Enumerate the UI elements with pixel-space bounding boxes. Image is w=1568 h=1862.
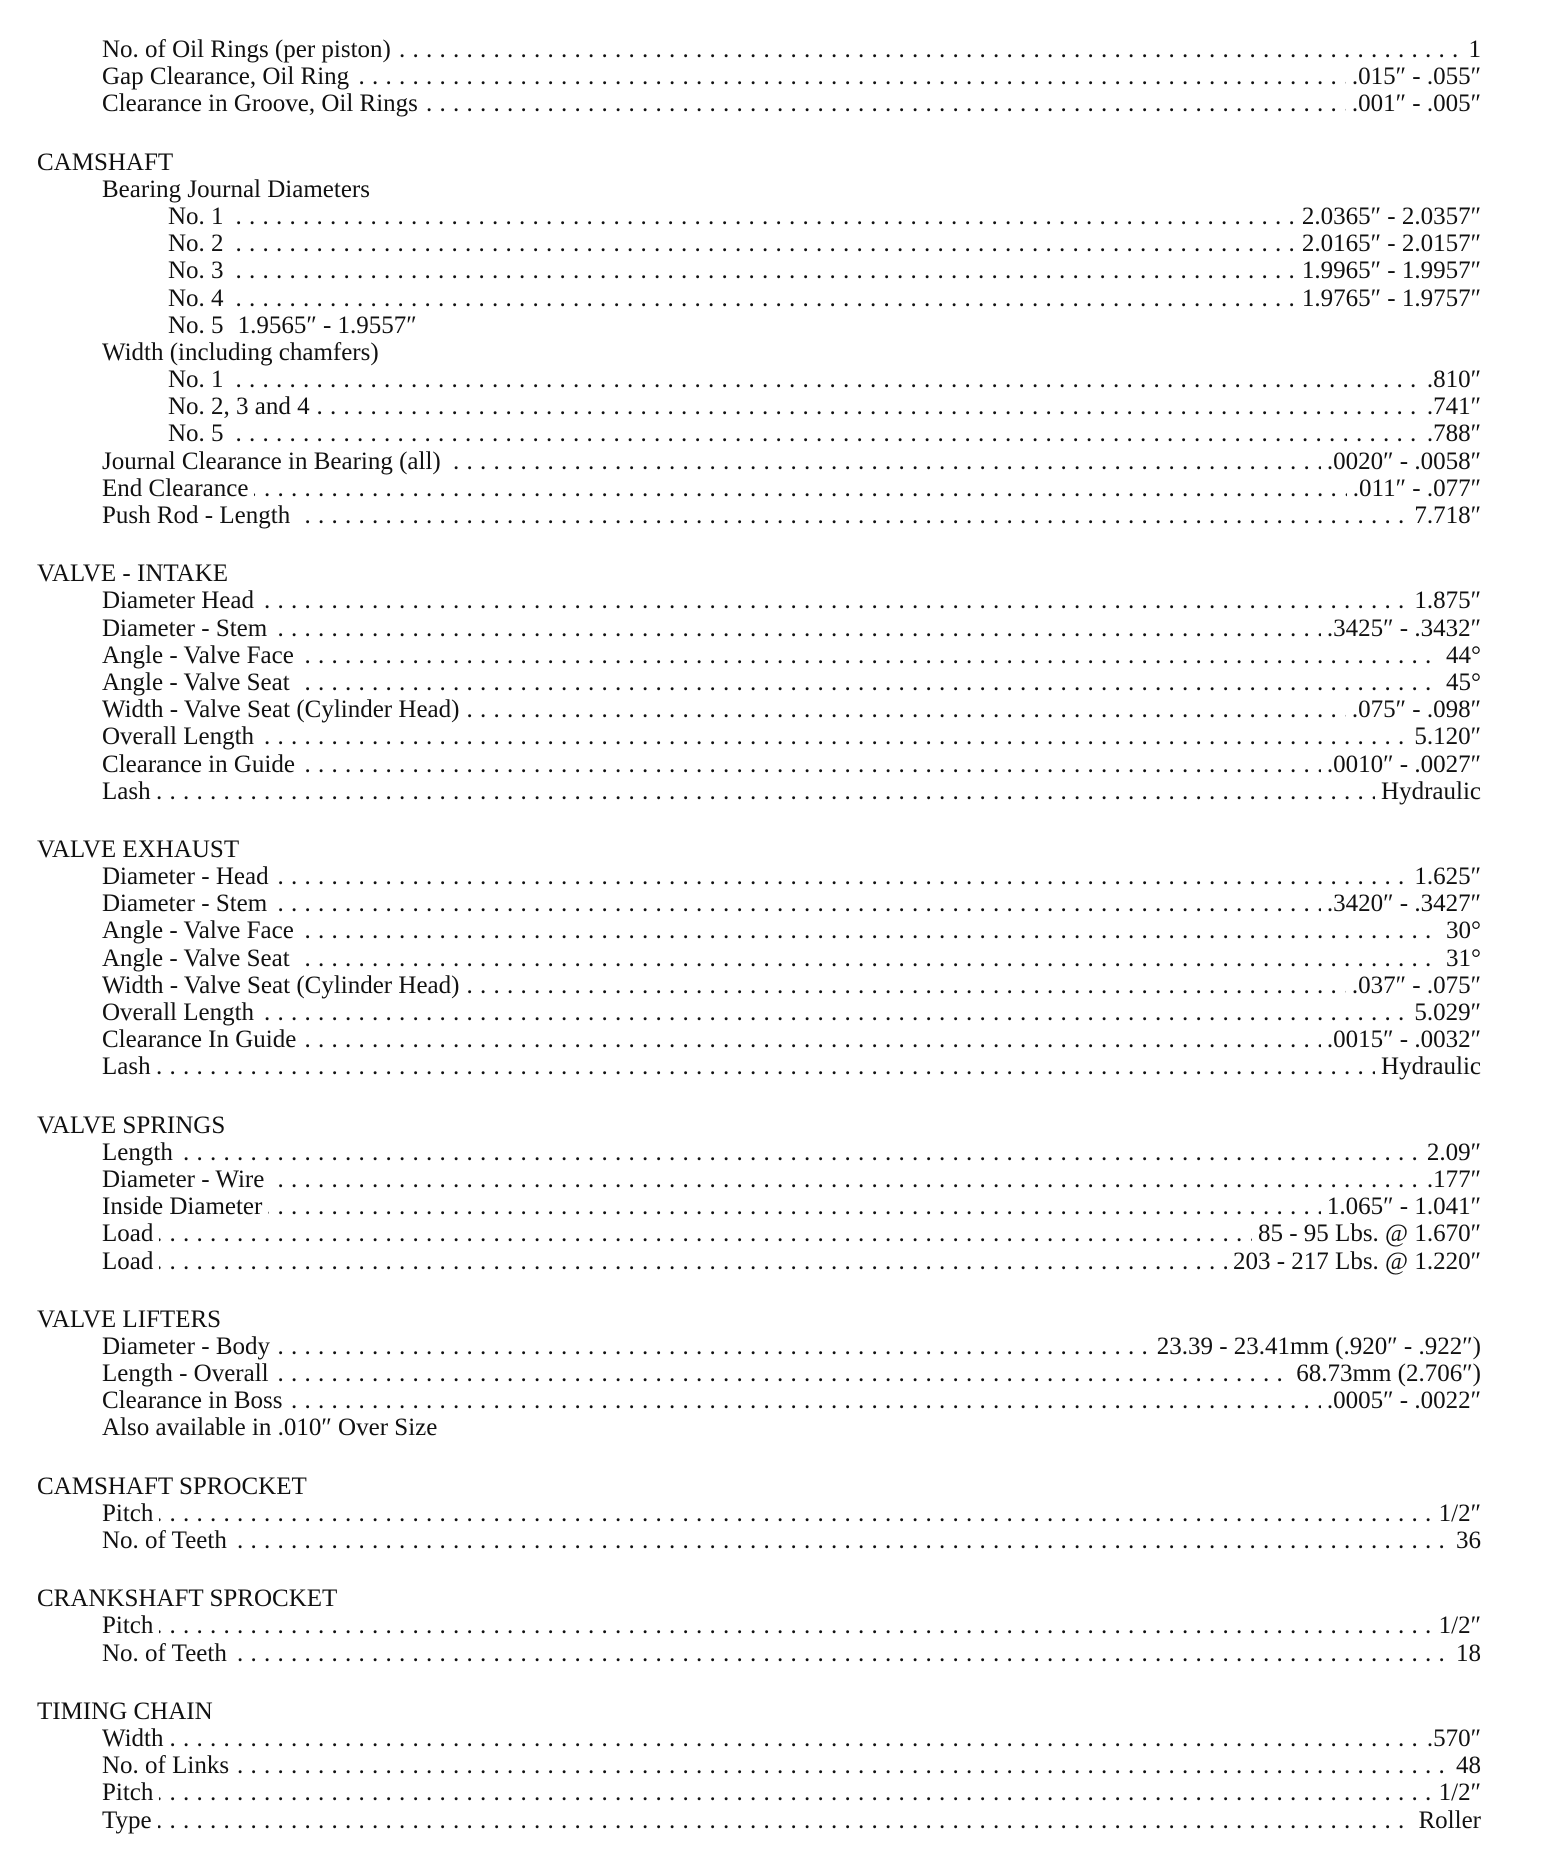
spec-value: .015″ - .055″ — [1346, 63, 1481, 90]
spec-value: 1.9565″ - 1.9557″ — [237, 311, 417, 339]
spec-label: . . . Angle - Valve Face — [102, 642, 300, 669]
spec-value: 68.73mm (2.706″) — [1290, 1360, 1481, 1387]
spec-row — [102, 1752, 1481, 1779]
spec-value: 48 — [1450, 1752, 1481, 1779]
spec-row — [102, 1220, 1481, 1247]
spec-label: . . . Lash — [102, 1053, 157, 1080]
spec-row — [102, 972, 1481, 999]
spec-value: .810″ — [1421, 366, 1481, 393]
spec-value: .3420″ - .3427″ — [1321, 890, 1481, 917]
spec-value: 1.625″ — [1408, 863, 1481, 890]
spec-row — [102, 890, 1481, 917]
spec-row — [102, 723, 1481, 750]
spec-value: 44° — [1440, 642, 1481, 669]
spec-row — [102, 1527, 1481, 1554]
spec-value: 1 — [1463, 36, 1482, 63]
spec-value: 2.0165″ - 2.0157″ — [1296, 230, 1481, 257]
spec-label: . . . Clearance in Groove, Oil Rings — [102, 90, 424, 117]
spec-value: .037″ - .075″ — [1346, 972, 1481, 999]
spec-label: . . . Overall Length — [102, 723, 260, 750]
section-valve-intake — [0, 560, 1568, 805]
spec-label: . . . Length - Overall — [102, 1360, 275, 1387]
spec-value: 2.09″ — [1421, 1139, 1481, 1166]
spec-row — [168, 366, 1481, 393]
spec-label: . . . Gap Clearance, Oil Ring — [102, 63, 355, 90]
spec-row — [168, 312, 1481, 339]
spec-sheet — [0, 36, 1568, 1834]
section-heading: VALVE SPRINGS — [37, 1111, 226, 1139]
section-oil-rings — [0, 36, 1568, 118]
spec-subheading — [102, 339, 1481, 366]
spec-label: Bearing Journal Diameters — [102, 175, 370, 203]
spec-row — [102, 1779, 1481, 1806]
spec-value: 5.029″ — [1408, 999, 1481, 1026]
spec-label: . . . Diameter Head — [102, 587, 260, 614]
spec-value: 31° — [1440, 945, 1481, 972]
spec-label: . . . No. 1 — [168, 366, 230, 393]
spec-row — [102, 945, 1481, 972]
spec-row — [102, 1725, 1481, 1752]
section-timing-chain — [0, 1698, 1568, 1834]
spec-row — [102, 615, 1481, 642]
spec-row — [102, 863, 1481, 890]
spec-subheading — [102, 176, 1481, 203]
spec-label: . . . No. 4 — [168, 285, 230, 312]
spec-label: . . . Length — [102, 1139, 179, 1166]
section-heading: VALVE LIFTERS — [37, 1305, 222, 1333]
section-heading: VALVE - INTAKE — [37, 560, 229, 588]
spec-row — [102, 90, 1481, 117]
section-camshaft-sprocket — [0, 1473, 1568, 1555]
spec-label: . . . No. 3 — [168, 257, 230, 284]
spec-value: .0015″ - .0032″ — [1321, 1026, 1481, 1053]
spec-label: . . . No. of Teeth — [102, 1527, 233, 1554]
spec-label: . . . Overall Length — [102, 999, 260, 1026]
spec-label: . . . Lash — [102, 778, 157, 805]
spec-label: Width (including chamfers) — [102, 338, 379, 366]
spec-row — [102, 751, 1481, 778]
section-valve-lifters — [0, 1306, 1568, 1442]
spec-row — [168, 285, 1481, 312]
spec-row — [102, 1360, 1481, 1387]
spec-row — [102, 1139, 1481, 1166]
spec-row — [102, 1053, 1481, 1080]
spec-label: . . . Width - Valve Seat (Cylinder Head) — [102, 972, 465, 999]
spec-value: .001″ - .005″ — [1346, 90, 1481, 117]
spec-label: . . . No. 2 — [168, 230, 230, 257]
spec-row — [102, 1387, 1481, 1414]
spec-label: . . . End Clearance — [102, 475, 254, 502]
spec-value: 1.9765″ - 1.9757″ — [1296, 285, 1481, 312]
spec-value: 1/2″ — [1433, 1612, 1481, 1639]
spec-label: . . . Pitch — [102, 1612, 159, 1639]
spec-label: . . . No. of Teeth — [102, 1640, 233, 1667]
spec-value: 1/2″ — [1433, 1779, 1481, 1806]
spec-row — [102, 1807, 1481, 1834]
spec-row — [168, 230, 1481, 257]
spec-value: 36 — [1450, 1527, 1481, 1554]
section-heading: CAMSHAFT — [37, 148, 174, 176]
spec-row — [102, 1026, 1481, 1053]
spec-label: . . . Inside Diameter — [102, 1193, 268, 1220]
spec-value: .075″ - .098″ — [1346, 696, 1481, 723]
section-valve-exhaust — [0, 836, 1568, 1081]
spec-label: . . . Load — [102, 1220, 159, 1247]
spec-label: . . . Clearance in Boss — [102, 1387, 289, 1414]
section-valve-springs — [0, 1112, 1568, 1275]
spec-row — [102, 587, 1481, 614]
spec-label: . . . No. 1 — [168, 203, 230, 230]
spec-value: 5.120″ — [1408, 723, 1481, 750]
spec-row — [102, 448, 1481, 475]
spec-value: 18 — [1450, 1640, 1481, 1667]
spec-row — [168, 203, 1481, 230]
spec-value: 2.0365″ - 2.0357″ — [1296, 203, 1481, 230]
spec-label: . . . Diameter - Stem — [102, 615, 273, 642]
spec-value: .788″ — [1421, 420, 1481, 447]
spec-value: .741″ — [1421, 393, 1481, 420]
spec-value: 1.9965″ - 1.9957″ — [1296, 257, 1481, 284]
spec-value: .0020″ - .0058″ — [1321, 448, 1481, 475]
spec-value: 85 - 95 Lbs. @ 1.670″ — [1252, 1220, 1481, 1247]
spec-label: . . . Width — [102, 1725, 170, 1752]
section-crankshaft-sprocket — [0, 1585, 1568, 1667]
spec-row — [168, 420, 1481, 447]
spec-note — [102, 1414, 1481, 1441]
spec-label: . . . Angle - Valve Face — [102, 917, 300, 944]
section-heading: VALVE EXHAUST — [37, 835, 240, 863]
spec-value: 1.875″ — [1408, 587, 1481, 614]
spec-label: . . . Load — [102, 1248, 159, 1275]
spec-label: . . . Angle - Valve Seat — [102, 669, 296, 696]
spec-label: No. 5 — [168, 311, 224, 339]
spec-row — [102, 642, 1481, 669]
section-heading: CRANKSHAFT SPROCKET — [37, 1585, 338, 1613]
spec-row — [102, 1640, 1481, 1667]
spec-row — [102, 1248, 1481, 1275]
spec-label: Also available in .010″ Over Size — [102, 1414, 438, 1442]
spec-label: . . . Width - Valve Seat (Cylinder Head) — [102, 696, 465, 723]
spec-value: .0010″ - .0027″ — [1321, 751, 1481, 778]
spec-label: . . . No. 2, 3 and 4 — [168, 393, 316, 420]
spec-label: . . . No. 5 — [168, 420, 230, 447]
section-camshaft — [0, 149, 1568, 530]
spec-value: Hydraulic — [1375, 1053, 1481, 1080]
spec-value: Hydraulic — [1375, 778, 1481, 805]
spec-label: . . . Diameter - Head — [102, 863, 275, 890]
spec-value: 45° — [1440, 669, 1481, 696]
spec-label: . . . Journal Clearance in Bearing (all) — [102, 448, 447, 475]
spec-row — [102, 502, 1481, 529]
spec-value: 30° — [1440, 917, 1481, 944]
spec-row — [102, 669, 1481, 696]
spec-row — [102, 63, 1481, 90]
spec-label: . . . No. of Oil Rings (per piston) — [102, 36, 397, 63]
spec-value: Roller — [1413, 1807, 1482, 1834]
section-heading: CAMSHAFT SPROCKET — [37, 1472, 307, 1500]
spec-label: . . . Push Rod - Length — [102, 502, 296, 529]
spec-label: . . . Pitch — [102, 1779, 159, 1806]
spec-label: . . . Angle - Valve Seat — [102, 945, 296, 972]
spec-row — [102, 696, 1481, 723]
spec-row — [102, 1193, 1481, 1220]
spec-value: 1.065″ - 1.041″ — [1321, 1193, 1481, 1220]
spec-value: .177″ — [1421, 1166, 1481, 1193]
spec-value: 7.718″ — [1408, 502, 1481, 529]
spec-value: .011″ - .077″ — [1347, 475, 1481, 502]
spec-row — [168, 393, 1481, 420]
spec-label: . . . Pitch — [102, 1500, 159, 1527]
spec-row — [102, 999, 1481, 1026]
spec-label: . . . Clearance in Guide — [102, 751, 301, 778]
spec-row — [102, 778, 1481, 805]
spec-row — [102, 1500, 1481, 1527]
spec-label: . . . No. of Links — [102, 1752, 235, 1779]
spec-row — [102, 1166, 1481, 1193]
spec-row — [102, 917, 1481, 944]
spec-value: 23.39 - 23.41mm (.920″ - .922″) — [1151, 1333, 1481, 1360]
spec-value: .3425″ - .3432″ — [1321, 615, 1481, 642]
spec-label: . . . Diameter - Wire — [102, 1166, 270, 1193]
spec-value: 203 - 217 Lbs. @ 1.220″ — [1227, 1248, 1481, 1275]
spec-label: . . . Clearance In Guide — [102, 1026, 302, 1053]
spec-row — [102, 475, 1481, 502]
spec-row — [102, 36, 1481, 63]
spec-label: . . . Type — [102, 1807, 158, 1834]
spec-row — [168, 257, 1481, 284]
spec-row — [102, 1612, 1481, 1639]
spec-row — [102, 1333, 1481, 1360]
section-heading: TIMING CHAIN — [37, 1697, 213, 1725]
spec-value: .0005″ - .0022″ — [1321, 1387, 1481, 1414]
spec-label: . . . Diameter - Body — [102, 1333, 276, 1360]
spec-label: . . . Diameter - Stem — [102, 890, 273, 917]
spec-value: .570″ — [1421, 1725, 1481, 1752]
spec-value: 1/2″ — [1433, 1500, 1481, 1527]
